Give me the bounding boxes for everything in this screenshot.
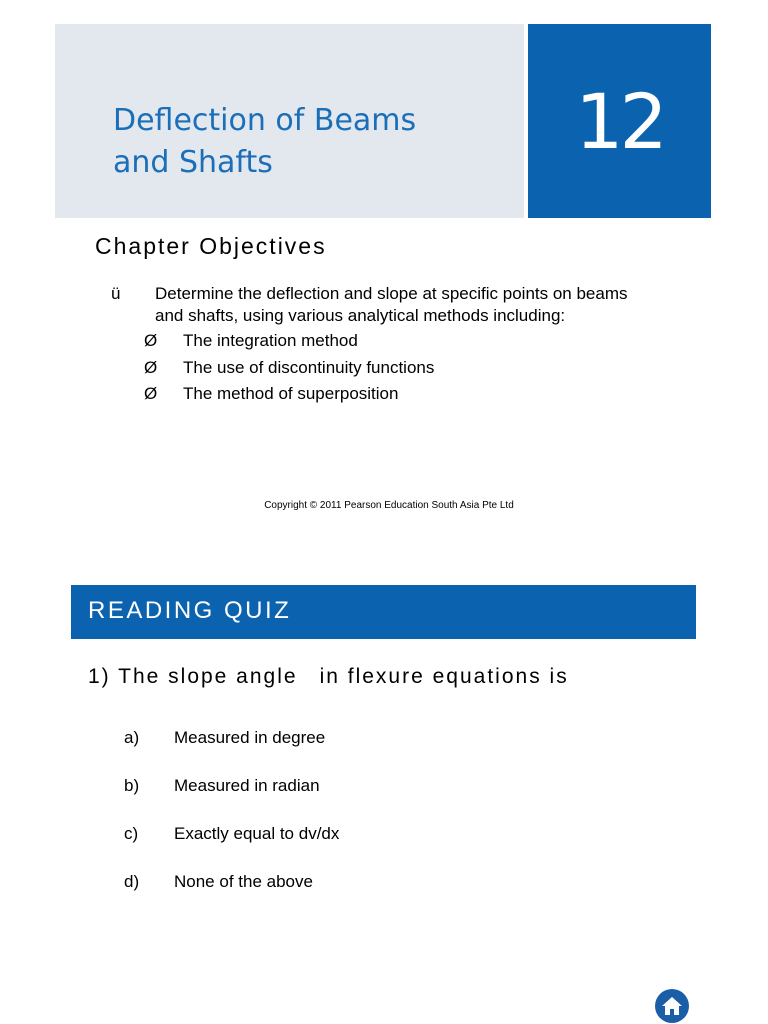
- sub-item-text: The use of discontinuity functions: [183, 357, 435, 377]
- answer-option-d[interactable]: [124, 872, 339, 920]
- quiz-header-bar: [71, 585, 696, 639]
- chapter-title: [113, 100, 513, 184]
- objective-text: [155, 283, 715, 327]
- objective-bullet: ü: [111, 284, 121, 303]
- sub-bullet: Ø: [144, 384, 158, 403]
- answer-options: [124, 728, 339, 920]
- option-letter: c): [124, 824, 139, 843]
- answer-option-a[interactable]: [124, 728, 339, 776]
- option-text: None of the above: [174, 872, 313, 891]
- option-text: Measured in radian: [174, 776, 320, 795]
- option-letter: b): [124, 776, 140, 795]
- answer-option-b[interactable]: [124, 776, 339, 824]
- sub-bullet: Ø: [144, 357, 158, 377]
- question-end: in flexure equations is: [319, 665, 569, 688]
- chapter-title-line-2: and Shafts: [113, 145, 273, 180]
- objective-text-line-2: and shafts, using various analytical methods including:: [155, 306, 566, 325]
- home-icon: [661, 996, 683, 1016]
- list-item: [144, 331, 434, 358]
- list-item: [144, 358, 434, 385]
- option-text: Measured in degree: [174, 728, 326, 747]
- option-letter: d): [124, 872, 140, 891]
- copyright-notice: Copyright © 2011 Pearson Education South Asia Pte Ltd: [264, 500, 514, 511]
- chapter-number: 12: [575, 77, 664, 166]
- objective-text-line-1: Determine the deflection and slope at specific points on beams: [155, 284, 628, 303]
- option-text: Exactly equal to dv/dx: [174, 824, 340, 843]
- sub-item-text: The method of superposition: [183, 384, 399, 403]
- objectives-heading: Chapter Objectives: [95, 233, 327, 259]
- sub-item-text: The integration method: [183, 331, 358, 350]
- objective-sub-list: [144, 331, 434, 411]
- list-item: [144, 384, 434, 411]
- chapter-title-line-1: Deflection of Beams: [113, 103, 417, 138]
- question-start: 1) The slope angle: [88, 665, 298, 688]
- sub-bullet: Ø: [144, 331, 158, 350]
- home-button[interactable]: [655, 989, 689, 1023]
- option-letter: a): [124, 728, 140, 747]
- quiz-question: [88, 665, 569, 689]
- quiz-heading: READING QUIZ: [88, 597, 292, 624]
- answer-option-c[interactable]: [124, 824, 339, 872]
